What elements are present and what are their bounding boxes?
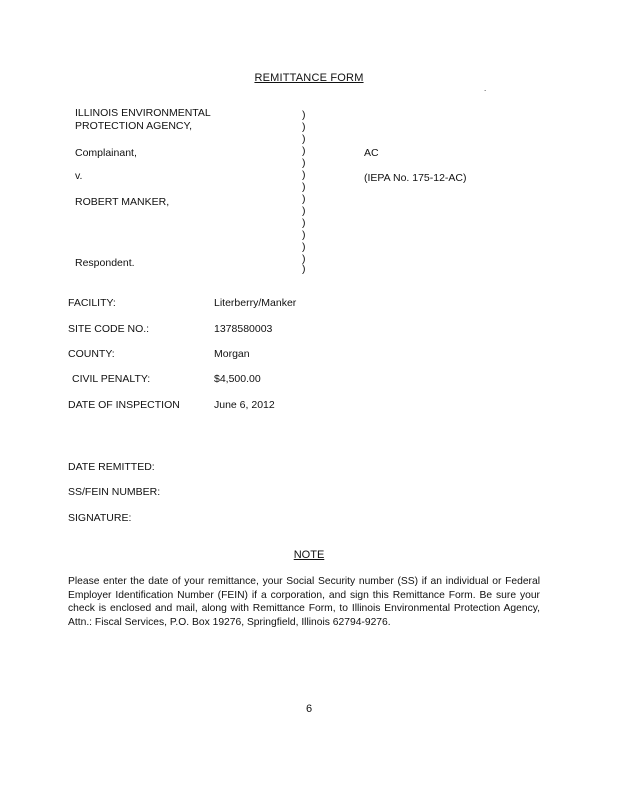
county-label: COUNTY: xyxy=(68,348,115,360)
page-number: 6 xyxy=(305,703,313,715)
caption-paren: ) xyxy=(302,181,306,193)
versus: v. xyxy=(75,170,83,182)
caption-paren: ) xyxy=(302,263,306,275)
form-title: REMITTANCE FORM xyxy=(254,72,364,84)
respondent-role: Respondent. xyxy=(75,257,135,269)
note-heading: NOTE xyxy=(293,549,325,561)
caption-paren: ) xyxy=(302,109,306,121)
case-number: (IEPA No. 175-12-AC) xyxy=(364,172,467,184)
complainant-name-line2: PROTECTION AGENCY, xyxy=(75,120,193,132)
facility-label: FACILITY: xyxy=(68,297,116,309)
civil-penalty-value: $4,500.00 xyxy=(214,373,261,385)
civil-penalty-label: CIVIL PENALTY: xyxy=(72,373,151,385)
inspection-date-label: DATE OF INSPECTION xyxy=(68,399,180,411)
caption-paren: ) xyxy=(302,193,306,205)
respondent-name: ROBERT MANKER, xyxy=(75,196,170,208)
caption-paren: ) xyxy=(302,157,306,169)
caption-paren: ) xyxy=(302,133,306,145)
case-type: AC xyxy=(364,147,379,159)
caption-paren: ) xyxy=(302,169,306,181)
caption-paren: ) xyxy=(302,217,306,229)
complainant-name-line1: ILLINOIS ENVIRONMENTAL xyxy=(75,107,211,119)
caption-paren: ) xyxy=(302,121,306,133)
caption-paren: ) xyxy=(302,229,306,241)
note-body: Please enter the date of your remittance, your Social Security number (SS) if an individual or Federal Employer Identification Number (FEIN) if a corporation, and sign this Remittance Form. Be sure your check is enclosed and mail, along with Remittance Form, to Illinois Environmental Protection Agency, Attn.: Fiscal Services, P.O. Box 19276, Springfield, Illinois 62794-9276. xyxy=(68,576,540,628)
stray-mark: . xyxy=(484,84,487,93)
ss-fein-number-label: SS/FEIN NUMBER: xyxy=(68,486,161,498)
complainant-role: Complainant, xyxy=(75,147,137,159)
site-code-label: SITE CODE NO.: xyxy=(68,323,150,335)
facility-value: Literberry/Manker xyxy=(214,297,297,309)
inspection-date-value: June 6, 2012 xyxy=(214,399,275,411)
signature-label: SIGNATURE: xyxy=(68,512,132,524)
caption-paren: ) xyxy=(302,241,306,253)
county-value: Morgan xyxy=(214,348,250,360)
site-code-value: 1378580003 xyxy=(214,323,273,335)
date-remitted-label: DATE REMITTED: xyxy=(68,461,155,473)
caption-paren: ) xyxy=(302,145,306,157)
caption-paren: ) xyxy=(302,253,306,265)
caption-paren: ) xyxy=(302,205,306,217)
